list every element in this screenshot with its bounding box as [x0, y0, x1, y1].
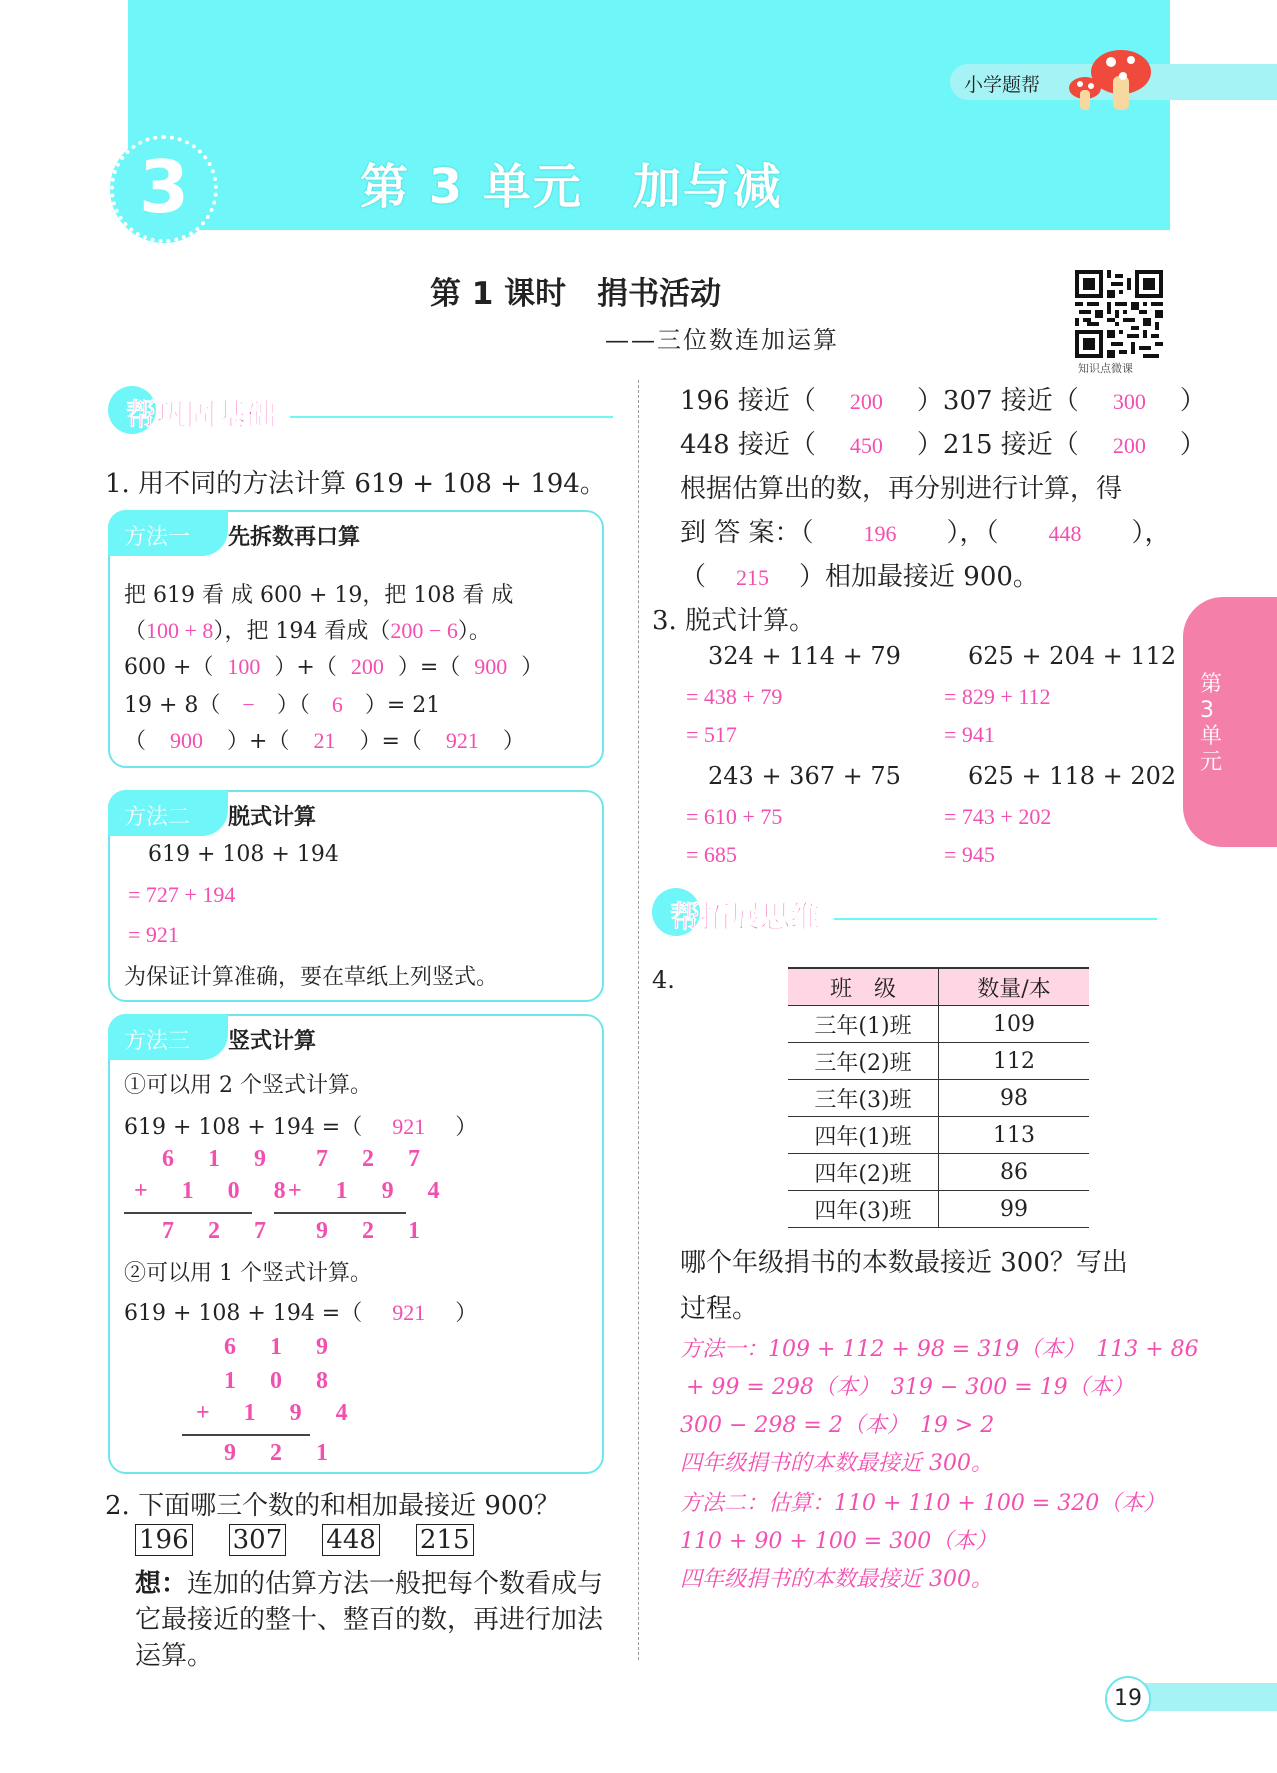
q4-answer-line: 四年级捐书的本数最接近 300。 [680, 1567, 993, 1592]
table-cell: 四年(3)班 [788, 1191, 939, 1228]
method2-box [108, 790, 604, 1002]
table-header: 数量/本 [939, 968, 1090, 1006]
q2-number: 196 [135, 1524, 193, 1556]
method3-eq1: 619 + 108 + 194 =（ 921 ） [124, 1114, 478, 1140]
method1-line5: （ 900 ）+（ 21 ）=（ 921 ） [124, 728, 525, 754]
q4-number: 4. [652, 966, 675, 994]
q3-expr: 625 + 204 + 112 [968, 642, 1177, 670]
table-row [788, 1117, 1089, 1154]
section-basic-header [108, 382, 613, 440]
q4-question-line1: 哪个年级捐书的本数最接近 300？写出 [680, 1248, 1128, 1278]
vertical2-rule [274, 1212, 406, 1214]
method2-expr: 619 + 108 + 194 [148, 842, 339, 867]
vertical1-add: + 1 0 8 [134, 1178, 300, 1204]
unit-side-tab[interactable] [1183, 597, 1277, 847]
vertical2-result: 9 2 1 [316, 1218, 434, 1244]
vertical1-rule [124, 1212, 252, 1214]
table-cell: 三年(3)班 [788, 1080, 939, 1117]
q3-expr: 625 + 118 + 202 [968, 762, 1177, 790]
lesson-subtitle: ——三位数连加运算 [605, 326, 839, 354]
method3-eq2: 619 + 108 + 194 =（ 921 ） [124, 1300, 478, 1326]
q3-step: = 610 + 75 [686, 804, 783, 829]
q2-hint: 想：连加的估算方法一般把每个数看成与它最接近的整十、整百的数，再进行加法运算。 [135, 1569, 604, 1671]
table-row [788, 1080, 1089, 1117]
vertical1-result: 7 2 7 [162, 1218, 280, 1244]
q2-row4: 到 答 案：（ 196 ），（ 448 ）， [680, 518, 1171, 548]
q3-step: = 438 + 79 [686, 684, 783, 709]
q4-answer-line: + 99 = 298（本） 319 − 300 = 19（本） [686, 1375, 1134, 1400]
q4-answer-line: 方法一：109 + 112 + 98 = 319（本） 113 + 86 [680, 1337, 1199, 1362]
q3-step: = 829 + 112 [944, 684, 1051, 709]
method2-tab: 方法二 [124, 805, 191, 830]
q4-answer-line: 300 − 298 = 2（本） 19 > 2 [680, 1413, 995, 1438]
q2-row3: 根据估算出的数，再分别进行计算，得 [680, 474, 1123, 504]
q3-step: = 941 [944, 722, 995, 747]
vertical3-result: 9 2 1 [224, 1440, 342, 1466]
method3-tab: 方法三 [124, 1029, 191, 1054]
table-cell: 113 [939, 1117, 1090, 1154]
method2-note: 为保证计算准确，要在草纸上列竖式。 [124, 965, 499, 990]
vertical3-rule [182, 1434, 310, 1436]
method2-step1: = 727 + 194 [128, 882, 236, 907]
q2-number-boxes [135, 1524, 510, 1556]
table-row [788, 1006, 1089, 1043]
qr-code-icon[interactable] [1075, 270, 1163, 358]
method1-tab: 方法一 [124, 525, 191, 550]
unit-number: 3 [138, 145, 190, 229]
q2-number: 448 [322, 1524, 380, 1556]
method1-heading: 先拆数再口算 [228, 525, 361, 550]
q4-question-line2: 过程。 [680, 1294, 759, 1324]
vertical3-row1: 6 1 9 [224, 1334, 342, 1360]
q3-step: = 945 [944, 842, 995, 867]
q4-answer-line: 方法二：估算：110 + 110 + 100 = 320（本） [680, 1491, 1166, 1516]
method3-sub2: ②可以用 1 个竖式计算。 [124, 1261, 372, 1286]
method3-box [108, 1014, 604, 1474]
q4-answer-line: 110 + 90 + 100 = 300（本） [680, 1529, 998, 1554]
method1-line1: 把 619 看 成 600 + 19，把 108 看 成 [124, 583, 514, 608]
q2-number: 307 [229, 1524, 287, 1556]
table-cell: 112 [939, 1043, 1090, 1080]
page-number: 19 [1105, 1676, 1151, 1722]
q2-row2: 448 接近（ 450 ）215 接近（ 200 ） [680, 430, 1206, 460]
table-cell: 86 [939, 1154, 1090, 1191]
table-cell: 99 [939, 1191, 1090, 1228]
q3-stem: 3. 脱式计算。 [652, 606, 816, 636]
lesson-title: 第 1 课时 捐书活动 [430, 276, 722, 312]
book-table [788, 967, 1089, 1228]
table-cell: 四年(1)班 [788, 1117, 939, 1154]
table-header-row [788, 968, 1089, 1006]
q3-expr: 243 + 367 + 75 [708, 762, 901, 790]
page-strip [1140, 1683, 1277, 1711]
brand-name: 小学题帮 [964, 74, 1041, 96]
table-cell: 三年(2)班 [788, 1043, 939, 1080]
vertical2-top: 7 2 7 [316, 1146, 434, 1172]
method2-heading: 脱式计算 [228, 805, 317, 830]
section-extend-header [652, 884, 1157, 942]
method2-step2: = 921 [128, 922, 179, 947]
table-cell: 四年(2)班 [788, 1154, 939, 1191]
q2-row5: （ 215 ）相加最接近 900。 [680, 562, 1039, 592]
unit-title: 第 3 单元 加与减 [360, 159, 783, 215]
vertical1-top: 6 1 9 [162, 1146, 280, 1172]
method1-line3: 600 +（ 100 ）+（ 200 ）=（ 900 ） [124, 654, 544, 680]
mushroom-icon [1065, 46, 1155, 114]
unit-side-label: 第3单元 [1200, 672, 1223, 775]
vertical3-row3: + 1 9 4 [196, 1400, 362, 1426]
q3-step: = 517 [686, 722, 737, 747]
method3-sub1: ①可以用 2 个竖式计算。 [124, 1073, 372, 1098]
method3-heading: 竖式计算 [228, 1029, 317, 1054]
section-basic-title: 帮巩固基础 [126, 398, 276, 433]
table-row [788, 1191, 1089, 1228]
q4-answer-line: 四年级捐书的本数最接近 300。 [680, 1451, 993, 1476]
q3-step: = 743 + 202 [944, 804, 1052, 829]
table-row [788, 1043, 1089, 1080]
vertical2-add: + 1 9 4 [288, 1178, 454, 1204]
q2-row1: 196 接近（ 200 ）307 接近（ 300 ） [680, 386, 1206, 416]
q3-step: = 685 [686, 842, 737, 867]
q2-number: 215 [416, 1524, 474, 1556]
method1-line4: 19 + 8（ − ）（ 6 ）= 21 [124, 692, 441, 718]
method1-line2: （100 + 8），把 194 看成（200 − 6）。 [124, 618, 491, 644]
table-header: 班 级 [788, 968, 939, 1006]
column-divider [638, 380, 639, 1660]
vertical3-row2: 1 0 8 [224, 1368, 342, 1394]
section-extend-title: 帮拓展思维 [670, 900, 820, 935]
qr-label: 知识点微课 [1078, 362, 1133, 375]
method1-box [108, 510, 604, 768]
table-row [788, 1154, 1089, 1191]
q1-stem: 1. 用不同的方法计算 619 + 108 + 194。 [105, 469, 606, 499]
table-cell: 98 [939, 1080, 1090, 1117]
q2-stem: 2. 下面哪三个数的和相加最接近 900？ [105, 1491, 560, 1521]
q3-expr: 324 + 114 + 79 [708, 642, 901, 670]
table-cell: 109 [939, 1006, 1090, 1043]
table-cell: 三年(1)班 [788, 1006, 939, 1043]
